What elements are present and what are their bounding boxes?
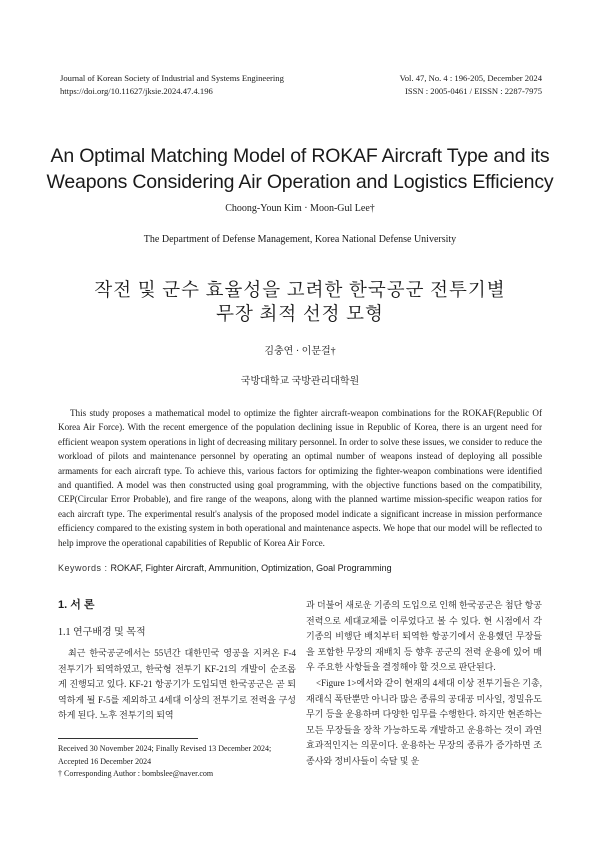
authors-en: Choong-Youn Kim · Moon-Gul Lee† <box>225 203 375 214</box>
subsection-title: 1.1 연구배경 및 목적 <box>58 627 146 638</box>
journal-header <box>60 72 284 98</box>
keywords <box>58 562 542 575</box>
received-date: Received 30 November 2024; Finally Revised 13 December 2024; <box>58 744 272 753</box>
corresponding-author: † Corresponding Author : bombslee@naver.com <box>58 769 214 778</box>
footnote-divider <box>58 738 198 739</box>
keywords-values: ROKAF, Fighter Aircraft, Ammunition, Optimization, Goal Programming <box>110 563 392 573</box>
left-column <box>58 596 296 724</box>
body-paragraph-right-1: 과 더불어 새로운 기종의 도입으로 인해 한국공군은 첨단 항공전력으로 세대교체를 이루었다고 볼 수 있다. 현 시점에서 각 기종의 비행단 배치부터 퇴역한 항공기에서 운용했던 무장들을 포함한 무장의 재배치 등 향후 공군의 전력 운용에 있어 매우 주요한 사항들을 결정해야 할 것으로 판단된다. <box>306 600 542 673</box>
issn-info: ISSN : 2005-0461 / EISSN : 2287-7975 <box>404 86 542 96</box>
accepted-date: Accepted 16 December 2024 <box>58 756 152 766</box>
issue-header <box>400 72 542 98</box>
title-en-line2: Weapons Considering Air Operation and Logistics Efficiency <box>46 171 554 193</box>
title-ko-line2: 무장 최적 선정 모형 <box>216 305 384 325</box>
paper-title-ko <box>40 279 560 327</box>
authors-ko: 김충연 · 이문걸† <box>264 346 336 357</box>
journal-name: Journal of Korean Society of Industrial and Systems Engineering <box>60 73 284 83</box>
doi-link[interactable]: https://doi.org/10.11627/jksie.2024.47.4.196 <box>60 86 213 96</box>
footnotes <box>58 743 298 781</box>
keywords-label: Keywords : <box>58 563 111 573</box>
volume-info: Vol. 47, No. 4 : 196-205, December 2024 <box>399 73 542 83</box>
title-en-line1: An Optimal Matching Model of ROKAF Aircraft Type and its <box>50 145 550 167</box>
title-ko-line1: 작전 및 군수 효율성을 고려한 한국공군 전투기별 <box>94 281 506 301</box>
body-paragraph-left: 최근 한국공군에서는 55년간 대한민국 영공을 지켜온 F-4 전투기가 퇴역하였고, 한국형 전투기 KF-21의 개발이 순조롭게 진행되고 있다. KF-21 항공기가 도입되면 한국공군은 곧 퇴역하게 될 F-5를 제외하고 4세대 이상의 전투기로 전력을 구성하게 된다. 노후 전투기의 퇴역 <box>58 648 296 721</box>
body-paragraph-right-2: <Figure 1>에서와 같이 현재의 4세대 이상 전투기들은 기총, 재래식 폭탄뿐만 아니라 많은 종류의 공대공 미사일, 정밀유도무기 등을 운용하며 다양한 임무를 수행한다. 하지만 현존하는 모든 무장들을 장착 가능하도록 개발하고 운용하는 것이 과연 효과적인지는 의문이다. 운용하는 무장의 종류가 증가하면 조종사와 정비사들이 숙달 및 운 <box>306 677 542 766</box>
affiliation-en: The Department of Defense Management, Korea National Defense University <box>143 234 457 245</box>
right-column <box>306 598 542 770</box>
affiliation-ko: 국방대학교 국방관리대학원 <box>240 376 360 387</box>
paper-title-en <box>40 143 560 195</box>
abstract: This study proposes a mathematical model to optimize the fighter aircraft-weapon combinations for the ROKAF(Republic Of Korea Air Force). With the recent emergence of the population declining issue in Republic of Korea, there is an urgent need for efficient weapon system operations in light of decreasing military personnel. In order to solve these issues, we consider to reduce the workload of pilots and maintenance personnel by operating an optimal number of weapons instead of deploying all possible armaments for each aircraft type. To achieve this, various factors for optimizing the fighter-weapon combinations were identified and quantified. A model was then constructed using goal programming, with the objective functions based on the compatibility, CEP(Circular Error Probable), and fire range of the weapons, along with the planned wartime mission-specific weapon ratios for each aircraft type. The experimental result's analysis of the proposed model indicate a significant increase in mission performance efficiency compared to the existing system in both operational and maintenance aspects. We hope that our model will be reflected to help improve the operational capabilities of Republic of Korea Air Force. <box>58 408 542 548</box>
section-title: 1. 서 론 <box>58 599 95 611</box>
